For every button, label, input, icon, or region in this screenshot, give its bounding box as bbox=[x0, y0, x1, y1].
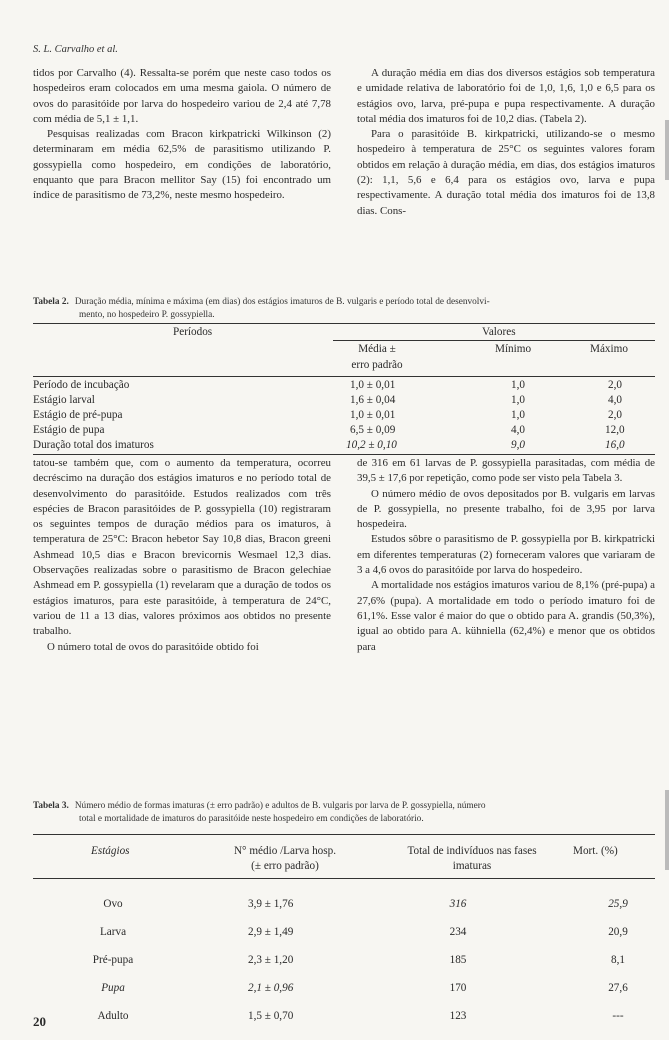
table3-mean: 2,1 ± 0,96 bbox=[248, 982, 294, 994]
table2-label: Tabela 2. bbox=[33, 297, 69, 307]
table-rule bbox=[33, 454, 655, 455]
table2-mean: 6,5 ± 0,09 bbox=[350, 424, 396, 436]
table2-mean: 1,0 ± 0,01 bbox=[350, 379, 396, 391]
table2-max: 4,0 bbox=[608, 394, 622, 406]
table-rule bbox=[33, 878, 655, 879]
paragraph: tatou-se também que, com o aumento da temperatura, ocorreu decréscimo na duração dos estágios imaturos e no período total de desenvolvimento do parasitóide. Estudos realizados com três espécies de Bracon parasitóides de P. gossypiella (10) registraram os seguintes tempos de duração médios para os imaturos, à temperatura de 25°C: Bracon hebetor Say 10,8 dias, Bracon greeni Ashmead 10,5 dias e Bracon brevicornis Wesmael 12,3 dias. Observações realizadas sobre o parasitismo de Bracon gelechiae Ashmead em P. gossypiella (1) revelaram que a duração de todos os estágios imaturos, para este parasitóide, à temperatura de 24°C, variou de 11 a 13 dias, valores próximos aos obtidos no presente trabalho. bbox=[33, 457, 331, 638]
table2-max: 2,0 bbox=[608, 379, 622, 391]
table-rule bbox=[33, 376, 655, 377]
scan-edge-mark bbox=[665, 120, 669, 180]
table3-mort: 25,9 bbox=[608, 898, 628, 910]
table3-stage: Adulto bbox=[97, 1010, 129, 1022]
paragraph: tidos por Carvalho (4). Ressalta-se porém que neste caso todos os hospedeiros eram colocados em uma mesma gaiola. O número de ovos do parasitóide por larva do hospedeiro variou de 2,4 até 7,78 com média de 5,1 ± 1,1. bbox=[33, 67, 331, 125]
table3-mort: 8,1 bbox=[611, 954, 625, 966]
bottom-text-columns bbox=[33, 456, 655, 655]
table3-stage: Ovo bbox=[103, 898, 123, 910]
top-text-columns bbox=[33, 66, 655, 219]
table2-period: Período de incubação bbox=[33, 379, 130, 391]
table2-period: Estágio de pré-pupa bbox=[33, 409, 123, 421]
table-rule bbox=[333, 340, 655, 341]
table3-label: Tabela 3. bbox=[33, 801, 69, 811]
paragraph: Para o parasitóide B. kirkpatricki, utilizando-se o mesmo hospedeiro à temperatura de 25°C os seguintes valores foram obtidos em relação à duração média, em dias, dos estágios imaturos (2): 1,1, 5,6 e 6,4 para os estágios ovo, larva e pupa respectivamente. A duração total média dos imaturos foi de 13,8 dias. Cons- bbox=[357, 128, 655, 217]
table2-min: 1,0 bbox=[511, 379, 525, 391]
table2-caption-line1: Duração média, mínima e máxima (em dias) dos estágios imaturos de B. vulgaris e período total de desenvolvi- bbox=[74, 297, 490, 307]
table3-total: 170 bbox=[449, 982, 467, 994]
top-right-column bbox=[357, 66, 655, 219]
top-left-column bbox=[33, 66, 331, 219]
header-mean-1: Média ± bbox=[358, 343, 396, 355]
table3-total: 123 bbox=[449, 1010, 467, 1022]
table2-caption-line2: mento, no hospedeiro P. gossypiella. bbox=[79, 309, 215, 320]
table2-mean: 1,0 ± 0,01 bbox=[350, 409, 396, 421]
table2-caption bbox=[33, 296, 653, 321]
table2-period: Estágio de pupa bbox=[33, 424, 105, 436]
scan-edge-mark bbox=[665, 790, 669, 870]
table3-mort: --- bbox=[612, 1010, 624, 1022]
table3-stage: Pré-pupa bbox=[92, 954, 134, 966]
table3-caption-line1: Número médio de formas imaturas (± erro padrão) e adultos de B. vulgaris por larva de P. gossypiella, número bbox=[74, 801, 486, 811]
table2-min: 1,0 bbox=[511, 394, 525, 406]
table3-mort: 27,6 bbox=[608, 982, 628, 994]
paragraph: A duração média em dias dos diversos estágios sob temperatura e umidade relativa de laboratório foi de 1,0, 1,6, 1,0 e 6,5 para os estágios ovo, larva, pré-pupa e pupa respectivamente. A duração total média dos imaturos foi de 10,2 dias. (Tabela 2). bbox=[357, 67, 655, 125]
table3-caption-line2: total e mortalidade de imaturos do parasitóide neste hospedeiro em condições de laboratório. bbox=[79, 813, 424, 824]
header-total-2: imaturas bbox=[452, 860, 492, 872]
header-mean-2: (± erro padrão) bbox=[251, 860, 319, 872]
table2-mean: 10,2 ± 0,10 bbox=[346, 439, 397, 451]
table2-period: Estágio larval bbox=[33, 394, 95, 406]
paragraph: O número total de ovos do parasitóide obtido foi bbox=[47, 640, 259, 653]
table3-mean: 2,3 ± 1,20 bbox=[248, 954, 294, 966]
paragraph: Pesquisas realizadas com Bracon kirkpatricki Wilkinson (2) determinaram em média 62,5% de parasitismo utilizando P. gossypiella como hospedeiro, em condições de laboratório, enquanto que para Bracon mellitor Say (15) foi encontrado um índice de parasitismo de 73,2%, neste mesmo hospedeiro. bbox=[33, 128, 331, 202]
table3-caption bbox=[33, 800, 653, 825]
table2-period: Duração total dos imaturos bbox=[33, 439, 154, 451]
table2-min: 1,0 bbox=[511, 409, 525, 421]
table2-mean: 1,6 ± 0,04 bbox=[350, 394, 396, 406]
header-mean-1: N° médio /Larva hosp. bbox=[233, 845, 337, 857]
paragraph: Estudos sôbre o parasitismo de P. gossypiella por B. kirkpatricki em diferentes temperaturas (2) forneceram valores que variaram de 3 a 4,6 ovos do parasitóide por larva do hospedeiro. bbox=[357, 533, 655, 577]
table2-min: 9,0 bbox=[511, 439, 525, 451]
header-mean-2: erro padrão bbox=[351, 359, 403, 371]
header-max: Máximo bbox=[590, 343, 628, 355]
header-stages: Estágios bbox=[91, 845, 130, 857]
table2-min: 4,0 bbox=[511, 424, 525, 436]
table3-mean: 2,9 ± 1,49 bbox=[248, 926, 294, 938]
header-min: Mínimo bbox=[495, 343, 532, 355]
bottom-right-column bbox=[357, 456, 655, 655]
table3-total: 316 bbox=[449, 898, 467, 910]
table3-stage: Pupa bbox=[101, 982, 125, 994]
table3-mean: 3,9 ± 1,76 bbox=[248, 898, 294, 910]
paragraph: A mortalidade nos estágios imaturos variou de 8,1% (pré-pupa) a 27,6% (pupa). A mortalidade em todo o período imaturo foi de 61,1%. Esse valor é maior do que o obtido para A. grandis (50,3%), igual ao obtido para A. kühniella (62,4%) e menor que os obtidos para bbox=[357, 579, 655, 653]
header-total-1: Total de indivíduos nas fases bbox=[407, 845, 537, 857]
table2-max: 12,0 bbox=[605, 424, 625, 436]
table3-total: 185 bbox=[449, 954, 467, 966]
table3-total: 234 bbox=[449, 926, 467, 938]
table-rule bbox=[33, 323, 655, 324]
header-periods: Períodos bbox=[173, 326, 213, 338]
header-mortality: Mort. (%) bbox=[573, 845, 618, 857]
paragraph: de 316 em 61 larvas de P. gossypiella parasitadas, com média de 39,5 ± 17,6 por repetição, como pode ser visto pela Tabela 3. bbox=[357, 457, 655, 485]
table3-stage: Larva bbox=[99, 926, 127, 938]
page-number: 20 bbox=[33, 1014, 46, 1029]
running-head: S. L. Carvalho et al. bbox=[33, 44, 118, 55]
table3-mean: 1,5 ± 0,70 bbox=[248, 1010, 294, 1022]
table2-max: 16,0 bbox=[605, 439, 625, 451]
paragraph: O número médio de ovos depositados por B. vulgaris em larvas de P. gossypiella, no presente trabalho, foi de 3,95 por larva hospedeira. bbox=[357, 487, 655, 531]
table-rule bbox=[33, 834, 655, 835]
bottom-left-column bbox=[33, 456, 331, 655]
header-values: Valores bbox=[482, 326, 516, 338]
table3-mort: 20,9 bbox=[608, 926, 628, 938]
table2-max: 2,0 bbox=[608, 409, 622, 421]
